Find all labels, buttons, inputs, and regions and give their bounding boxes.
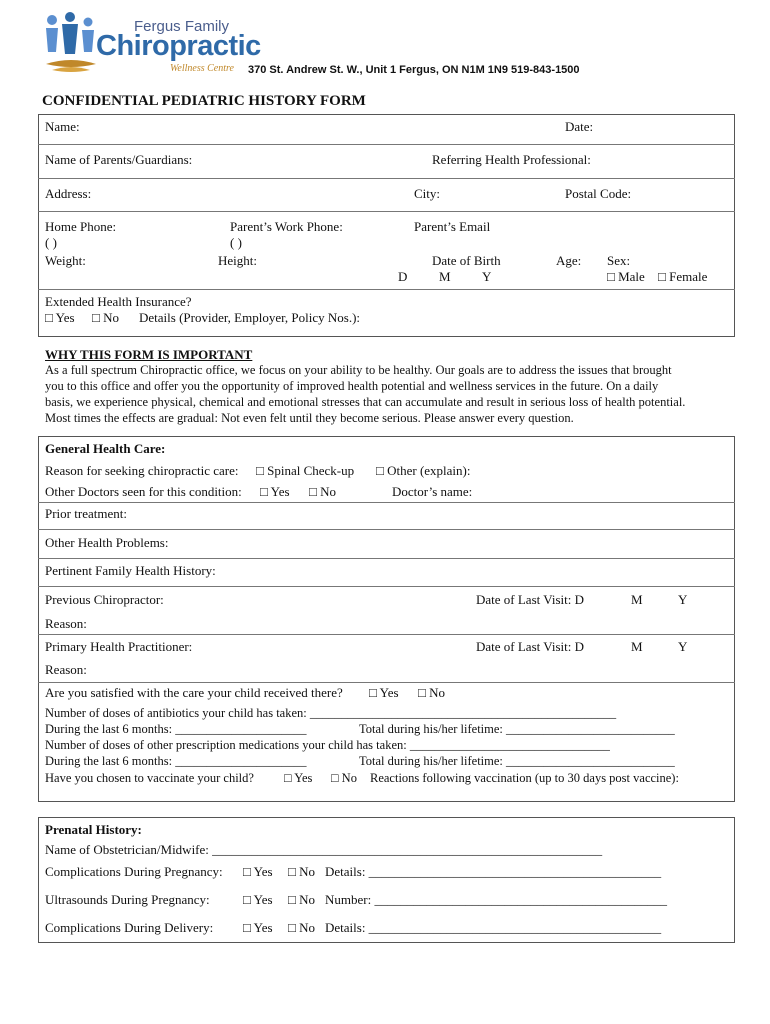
home-phone-label: Home Phone: (45, 219, 117, 234)
dob-day: D (398, 269, 408, 284)
email-label: Parent’s Email (414, 219, 491, 234)
antibiotics-6-months: During the last 6 months: _____________________ (45, 722, 307, 736)
prior-treatment-label: Prior treatment: (45, 506, 127, 521)
work-phone-label: Parent’s Work Phone: (230, 219, 343, 234)
clinic-logo (42, 12, 261, 76)
last-visit-month-1: M (631, 592, 643, 607)
logo-line1: Fergus Family (134, 18, 230, 35)
postal-code-label: Postal Code: (565, 186, 632, 201)
people-logo-icon (42, 12, 100, 76)
other-reason-checkbox[interactable]: □ Other (explain): (376, 463, 471, 478)
divider (38, 529, 735, 530)
previous-chiropractor-label: Previous Chiropractor: (45, 592, 164, 607)
height-label: Height: (218, 253, 257, 268)
vaccinate-yes-checkbox[interactable]: □ Yes (284, 771, 313, 785)
reason-1-label: Reason: (45, 616, 87, 631)
complications-delivery-yes-checkbox[interactable]: □ Yes (243, 920, 273, 935)
vaccinate-no-checkbox[interactable]: □ No (331, 771, 357, 785)
antibiotics-lifetime: Total during his/her lifetime: ___________________________ (359, 722, 675, 736)
reactions-label: Reactions following vaccination (up to 30 days post vaccine): (370, 771, 679, 785)
last-visit-year-2: Y (678, 639, 688, 654)
vaccinate-label: Have you chosen to vaccinate your child? (45, 771, 254, 785)
complications-pregnancy-yes-checkbox[interactable]: □ Yes (243, 864, 273, 879)
antibiotics-line: Number of doses of antibiotics your child has taken: _________________________________________________ (45, 706, 617, 720)
name-label: Name: (45, 119, 80, 134)
prescription-line: Number of doses of other prescription medications your child has taken: ________________________________ (45, 738, 610, 752)
reason-2-label: Reason: (45, 662, 87, 677)
divider (38, 502, 735, 503)
complications-delivery-label: Complications During Delivery: (45, 920, 214, 935)
city-label: City: (414, 186, 441, 201)
last-visit-label-2: Date of Last Visit: D (476, 639, 585, 654)
other-problems-label: Other Health Problems: (45, 535, 169, 550)
form-title: CONFIDENTIAL PEDIATRIC HISTORY FORM (42, 93, 366, 109)
logo-line3: Wellness Centre (170, 63, 234, 74)
last-visit-month-2: M (631, 639, 643, 654)
sex-label: Sex: (607, 253, 631, 268)
doctors-name-label: Doctor’s name: (392, 484, 473, 499)
dob-year: Y (482, 269, 492, 284)
insurance-no-checkbox[interactable]: □ No (92, 310, 119, 325)
why-text-line4: Most times the effects are gradual: Not even felt until they become serious. Please answer every question. (45, 411, 574, 425)
satisfied-no-checkbox[interactable]: □ No (418, 685, 445, 700)
address-label: Address: (45, 186, 92, 201)
divider (38, 289, 735, 290)
why-heading: WHY THIS FORM IS IMPORTANT (45, 347, 253, 362)
divider (38, 634, 735, 635)
obstetrician-line: Name of Obstetrician/Midwife: ____________________________________________________________ (45, 842, 603, 857)
last-visit-year-1: Y (678, 592, 688, 607)
complications-pregnancy-details: Details: _____________________________________________ (325, 864, 662, 879)
family-history-label: Pertinent Family Health History: (45, 563, 216, 578)
complications-pregnancy-label: Complications During Pregnancy: (45, 864, 223, 879)
prescription-lifetime: Total during his/her lifetime: ___________________________ (359, 754, 675, 768)
other-doctors-no-checkbox[interactable]: □ No (309, 484, 336, 499)
weight-label: Weight: (45, 253, 86, 268)
insurance-yes-checkbox[interactable]: □ Yes (45, 310, 75, 325)
ultrasounds-yes-checkbox[interactable]: □ Yes (243, 892, 273, 907)
clinic-address: 370 St. Andrew St. W., Unit 1 Fergus, ON N1M 1N9 519-843-1500 (248, 64, 580, 76)
spinal-checkup-checkbox[interactable]: □ Spinal Check-up (256, 463, 355, 478)
divider (38, 558, 735, 559)
divider (38, 144, 735, 145)
dob-month: M (439, 269, 451, 284)
satisfied-yes-checkbox[interactable]: □ Yes (369, 685, 399, 700)
prescription-6-months: During the last 6 months: _____________________ (45, 754, 307, 768)
divider (38, 586, 735, 587)
why-text-line1: As a full spectrum Chiropractic office, we focus on your ability to be healthy. Our goals are to address the issues that brought (45, 363, 672, 377)
parents-label: Name of Parents/Guardians: (45, 152, 193, 167)
why-text-line3: basis, we experience physical, chemical and emotional stresses that can accumulate and result in serious loss of health potential. (45, 395, 686, 409)
ultrasounds-label: Ultrasounds During Pregnancy: (45, 892, 210, 907)
satisfied-label: Are you satisfied with the care your child received there? (45, 685, 343, 700)
last-visit-label-1: Date of Last Visit: D (476, 592, 585, 607)
insurance-label: Extended Health Insurance? (45, 294, 192, 309)
insurance-details-label: Details (Provider, Employer, Policy Nos.): (139, 310, 361, 325)
logo-line2: Chiropractic (96, 30, 261, 62)
other-doctors-yes-checkbox[interactable]: □ Yes (260, 484, 290, 499)
why-text-line2: you to this office and offer you the opportunity of improved health potential and wellness services in the future. On a daily (45, 379, 659, 393)
work-phone-area: ( ) (230, 235, 242, 250)
ultrasounds-no-checkbox[interactable]: □ No (288, 892, 315, 907)
ultrasounds-number: Number: _____________________________________________ (325, 892, 667, 907)
general-heading: General Health Care: (45, 441, 166, 456)
reason-label: Reason for seeking chiropractic care: (45, 463, 239, 478)
primary-practitioner-label: Primary Health Practitioner: (45, 639, 193, 654)
dob-label: Date of Birth (432, 253, 501, 268)
age-label: Age: (556, 253, 582, 268)
complications-delivery-no-checkbox[interactable]: □ No (288, 920, 315, 935)
home-phone-area: ( ) (45, 235, 57, 250)
other-doctors-label: Other Doctors seen for this condition: (45, 484, 242, 499)
female-checkbox[interactable]: □ Female (658, 269, 708, 284)
divider (38, 178, 735, 179)
divider (38, 211, 735, 212)
date-label: Date: (565, 119, 594, 134)
prenatal-heading: Prenatal History: (45, 822, 142, 837)
complications-delivery-details: Details: _____________________________________________ (325, 920, 662, 935)
male-checkbox[interactable]: □ Male (607, 269, 645, 284)
complications-pregnancy-no-checkbox[interactable]: □ No (288, 864, 315, 879)
divider (38, 682, 735, 683)
referring-label: Referring Health Professional: (432, 152, 591, 167)
